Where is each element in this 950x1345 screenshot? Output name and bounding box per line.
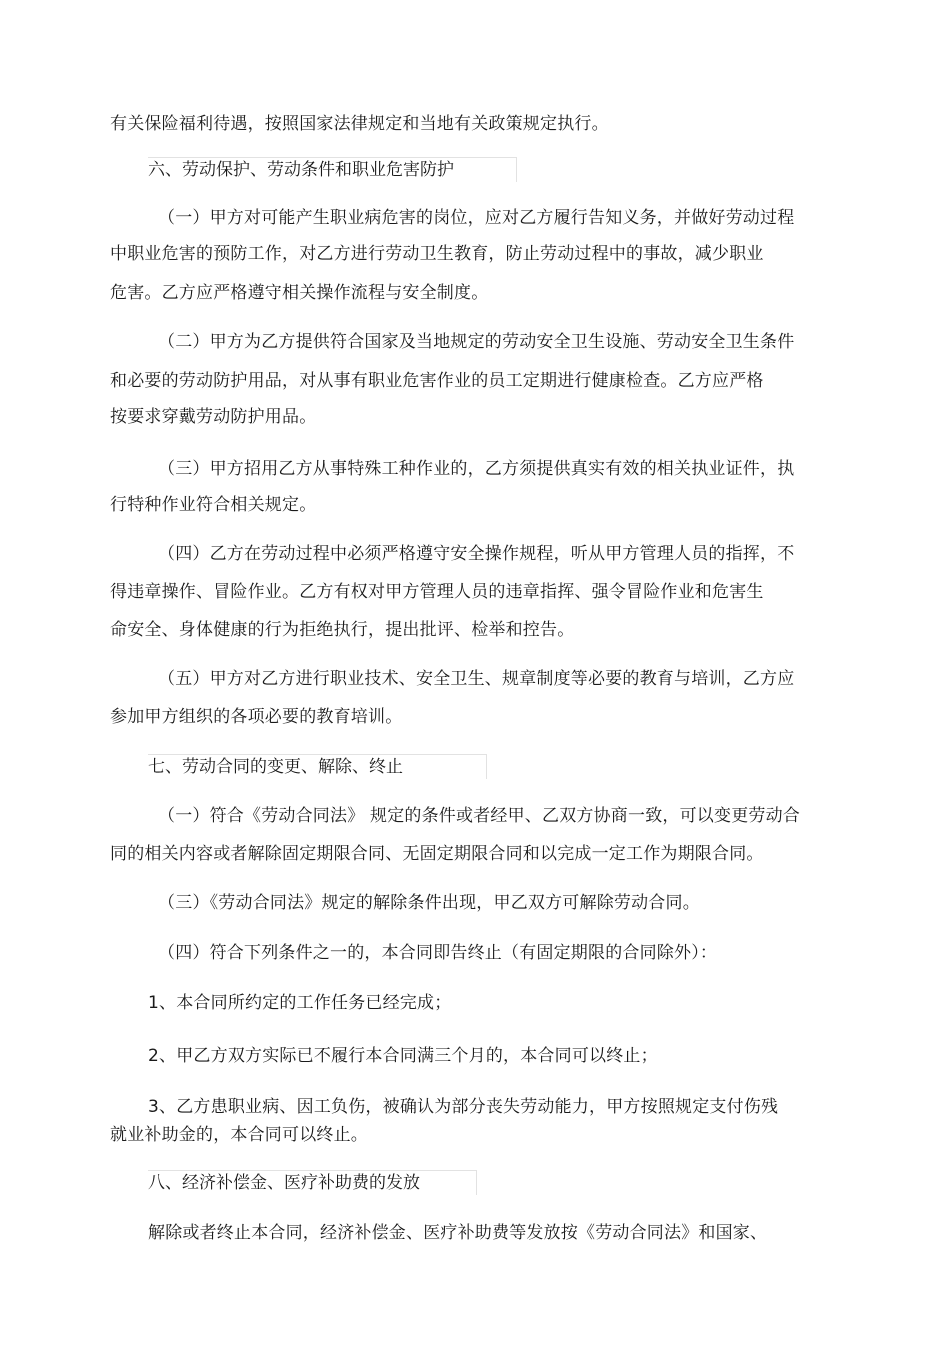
s7-p4: （四）符合下列条件之一的，本合同即告终止（有固定期限的合同除外）：: [158, 943, 718, 963]
s6-p1-line1: （一）甲方对可能产生职业病危害的岗位，应对乙方履行告知义务，并做好劳动过程: [158, 208, 795, 228]
s6-p2-line2: 和必要的劳动防护用品，对从事有职业危害作业的员工定期进行健康检查。乙方应严格: [110, 371, 764, 391]
s6-p4-line3: 命安全、身体健康的行为拒绝执行，提出批评、检举和控告。: [110, 620, 575, 640]
s6-p2-line3: 按要求穿戴劳动防护用品。: [110, 407, 317, 427]
section-8-heading: 八、经济补偿金、医疗补助费的发放: [148, 1170, 477, 1195]
intro-line: 有关保险福利待遇，按照国家法律规定和当地有关政策规定执行。: [110, 114, 609, 134]
s7-item-3-line2: 就业补助金的，本合同可以终止。: [110, 1125, 368, 1145]
s7-p1-line1: （一）符合《劳动合同法》 规定的条件或者经甲、乙双方协商一致，可以变更劳动合: [158, 806, 801, 826]
s6-p4-line1: （四）乙方在劳动过程中必须严格遵守安全操作规程，听从甲方管理人员的指挥，不: [158, 544, 795, 564]
s6-p2-line1: （二）甲方为乙方提供符合国家及当地规定的劳动安全卫生设施、劳动安全卫生条件: [158, 332, 795, 352]
s7-p1-line2: 同的相关内容或者解除固定期限合同、无固定期限合同和以完成一定工作为期限合同。: [110, 844, 764, 864]
s6-p5-line1: （五）甲方对乙方进行职业技术、安全卫生、规章制度等必要的教育与培训，乙方应: [158, 669, 795, 689]
s7-item-3-line1: 3、乙方患职业病、因工负伤，被确认为部分丧失劳动能力，甲方按照规定支付伤残: [148, 1097, 779, 1117]
s6-p3-line1: （三）甲方招用乙方从事特殊工种作业的，乙方须提供真实有效的相关执业证件，执: [158, 459, 795, 479]
section-7-heading: 七、劳动合同的变更、解除、终止: [148, 754, 487, 779]
s6-p4-line2: 得违章操作、冒险作业。乙方有权对甲方管理人员的违章指挥、强令冒险作业和危害生: [110, 582, 764, 602]
s8-p1-line1: 解除或者终止本合同，经济补偿金、医疗补助费等发放按《劳动合同法》和国家、: [148, 1223, 768, 1243]
s7-item-2: 2、甲乙方双方实际已不履行本合同满三个月的，本合同可以终止；: [148, 1046, 658, 1066]
s6-p1-line3: 危害。乙方应严格遵守相关操作流程与安全制度。: [110, 283, 489, 303]
s6-p1-line2: 中职业危害的预防工作，对乙方进行劳动卫生教育，防止劳动过程中的事故，减少职业: [110, 244, 764, 264]
s7-p3: （三）《劳动合同法》规定的解除条件出现，甲乙双方可解除劳动合同。: [158, 893, 700, 913]
s7-item-1: 1、本合同所约定的工作任务已经完成；: [148, 993, 452, 1013]
s6-p5-line2: 参加甲方组织的各项必要的教育培训。: [110, 707, 403, 727]
s6-p3-line2: 行特种作业符合相关规定。: [110, 495, 317, 515]
section-6-heading: 六、劳动保护、劳动条件和职业危害防护: [148, 157, 517, 182]
